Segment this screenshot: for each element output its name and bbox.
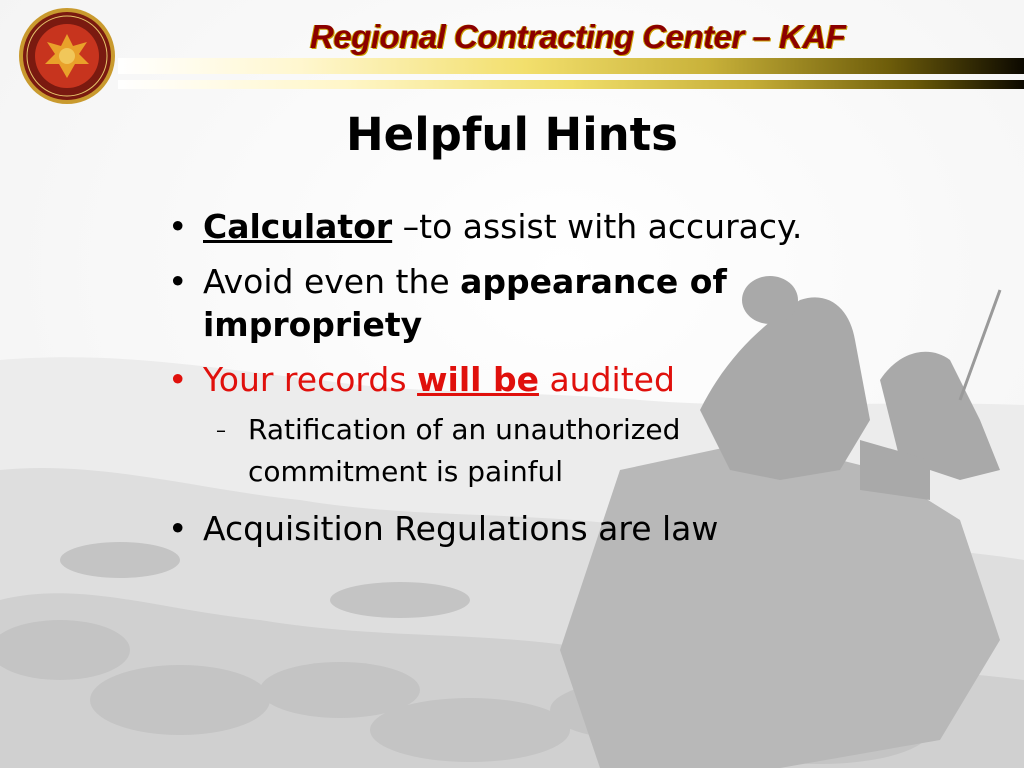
header-gold-bar-thin	[118, 80, 1024, 89]
bullet-regulations-text: Acquisition Regulations are law	[203, 509, 719, 548]
header-gold-bar	[118, 58, 1024, 74]
bullet-dot: •	[168, 207, 188, 246]
bullet-calculator-keyword: Calculator	[203, 207, 393, 246]
header-title: Regional Contracting Center – KAF	[310, 18, 846, 55]
bullet-dot: •	[168, 262, 188, 301]
bullet-audited	[168, 358, 868, 401]
bullet-dot: •	[168, 509, 188, 548]
bullet-regulations	[168, 507, 868, 550]
sub-bullet-dash: –	[216, 418, 226, 442]
bullet-impropriety	[168, 260, 868, 346]
bullet-impropriety-text: Avoid even the	[203, 262, 461, 301]
bullet-audited-keyword: will be	[417, 360, 539, 399]
bullet-dot: •	[168, 360, 188, 399]
bullet-impropriety-keyword: appearance of impropriety	[203, 262, 727, 344]
bullet-list	[168, 205, 868, 562]
sub-bullet-ratification	[168, 409, 868, 493]
bullet-audited-text-after: audited	[538, 360, 675, 399]
bullet-calculator-text: –to assist with accuracy.	[392, 207, 803, 246]
command-seal-logo	[16, 6, 118, 106]
slide-title: Helpful Hints	[346, 108, 678, 161]
bullet-calculator	[168, 205, 868, 248]
sub-bullet-ratification-text: Ratification of an unauthorized commitment is painful	[248, 413, 681, 488]
bullet-audited-text: Your records	[203, 360, 418, 399]
